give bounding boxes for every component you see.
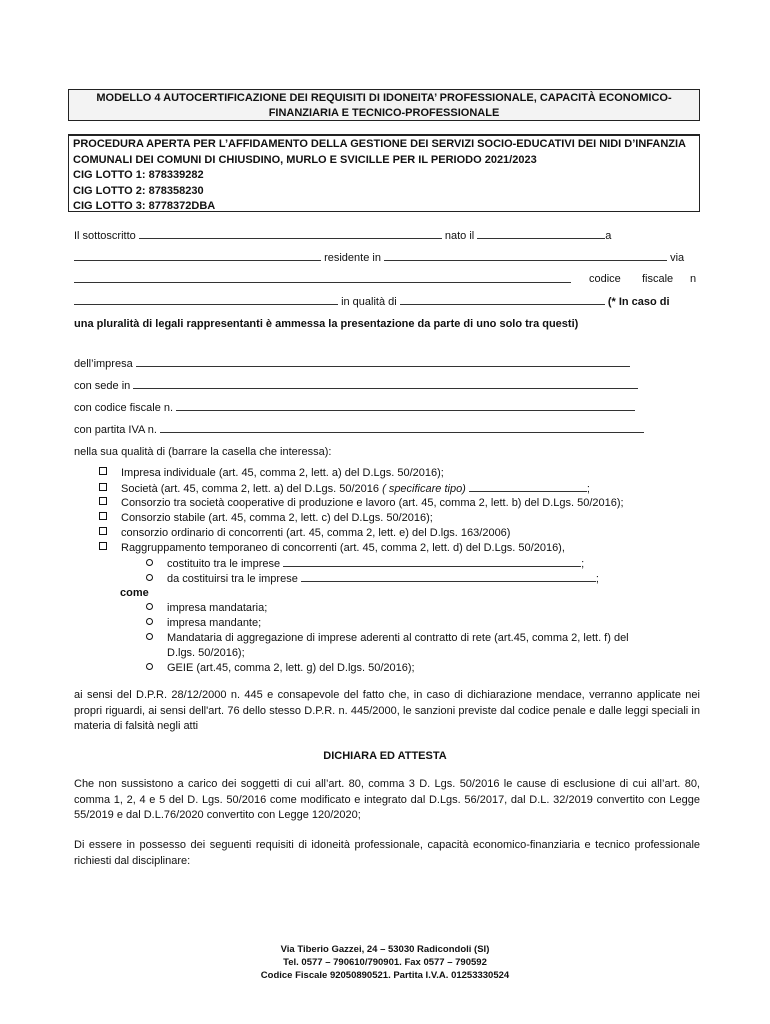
come-item-label: impresa mandataria; (167, 602, 268, 614)
option-label: Impresa individuale (art. 45, comma 2, lett. a) del D.Lgs. 50/2016); (121, 467, 444, 479)
option-societa: Società (art. 45, comma 2, lett. a) del D.Lgs. 50/2016 ( specificare tipo) ; (99, 481, 590, 496)
checkbox[interactable] (99, 483, 107, 491)
partita-iva-label: con partita IVA n. (74, 424, 157, 436)
checkbox[interactable] (99, 497, 107, 505)
footer (0, 943, 770, 982)
codice-fiscale-n-label: con codice fiscale n. (74, 402, 174, 414)
come-mandante (146, 616, 261, 630)
procedure-line-1: PROCEDURA APERTA PER L’AFFIDAMENTO DELLA GESTIONE DEI SERVIZI SOCIO-EDUCATIVI DEI NIDI D’INFANZIA (73, 138, 686, 150)
in-qualita-label: in qualità di (341, 296, 397, 308)
checkbox[interactable] (99, 527, 107, 535)
come-geie (146, 661, 415, 675)
come-label: come (120, 587, 149, 599)
paragraph-requisiti: Di essere in possesso dei seguenti requisiti di idoneità professionale, capacità economico-finanziaria e tecnico professionale richiesti dal disciplinare: (74, 839, 700, 867)
title-line-1: MODELLO 4 AUTOCERTIFICAZIONE DEI REQUISITI DI IDONEITA’ PROFESSIONALE, CAPACITÀ ECONOMICO- (96, 92, 672, 104)
bullet-circle (146, 633, 153, 640)
bullet-circle (146, 618, 153, 625)
bullet-circle (146, 603, 153, 610)
procedure-box (68, 134, 700, 212)
rtc-costituito-field[interactable] (283, 556, 581, 567)
impresa-label: dell’impresa (74, 358, 133, 370)
sensi-paragraph: ai sensi del D.P.R. 28/12/2000 n. 445 e consapevole del fatto che, in caso di dichiarazione mendace, verranno applicate nei propri riguardi, ai sensi dell'art. 76 dello stesso D.P.R. n. 445/2000, le sanzioni previste dal codice penale e dalle leggi speciali in materia di falsità negli atti (74, 689, 700, 732)
title-box (68, 89, 700, 121)
n-label: n (690, 273, 697, 285)
specificare-tipo-field[interactable] (469, 481, 587, 492)
impresa-row (74, 356, 630, 371)
codice-fiscale-impresa-field[interactable] (176, 400, 635, 411)
partita-iva-row (74, 422, 644, 437)
fiscale-label: fiscale (642, 273, 674, 285)
via-label: via (670, 252, 685, 264)
qualita-row (74, 294, 670, 309)
cig-lotto-3: CIG LOTTO 3: 8778372DBA (73, 200, 216, 212)
sede-field[interactable] (133, 378, 638, 389)
come-mandataria (146, 601, 267, 615)
rtc-da-costituirsi: da costituirsi tra le imprese ; (146, 571, 599, 586)
sede-label: con sede in (74, 380, 131, 392)
dichiara-heading: DICHIARA ED ATTESTA (323, 750, 447, 762)
residente-field[interactable] (384, 250, 667, 261)
checkbox[interactable] (99, 542, 107, 550)
option-impresa-individuale (99, 466, 444, 480)
footer-codice-fiscale: Codice Fiscale 92050890521. Partita I.V.A. 01253330524 (260, 970, 510, 981)
bullet-circle (146, 663, 153, 670)
option-raggruppamento (99, 541, 565, 555)
cig-lotto-1: CIG LOTTO 1: 878339282 (73, 169, 204, 181)
paragraph-cause-esclusione: Che non sussistono a carico dei soggetti di cui all’art. 80, comma 3 D. Lgs. 50/2016 le cause di esclusione di cui all’art. 80, comma 1, 2, 4 e 5 del D. Lgs. 50/2016 come modificato e integrato dal D.Lgs. 56/2017, dal D.L. 32/2019 convertito con Legge 55/2019 e dal D.L.76/2020 convertito con Legge 120/2020; (74, 778, 700, 821)
specificare-tipo: ( specificare tipo) (382, 483, 466, 495)
codice-label: codice (589, 273, 621, 285)
partita-iva-field[interactable] (160, 422, 644, 433)
indirizzo-field[interactable] (74, 272, 571, 283)
rtc-costituito: costituito tra le imprese ; (146, 556, 584, 571)
procedure-line-2: COMUNALI DEI COMUNI DI CHIUSDINO, MURLO E SVICILLE PER IL PERIODO 2021/2023 (73, 153, 537, 166)
luogo-nascita-field[interactable] (74, 250, 321, 261)
a-label: a (605, 230, 612, 242)
come-item-label: impresa mandante; (167, 617, 262, 629)
option-consorzio-stabile (99, 511, 433, 525)
option-consorzio-ordinario (99, 526, 510, 540)
codice-fiscale-field[interactable] (74, 294, 338, 305)
sede-row (74, 378, 638, 393)
option-label: Raggruppamento temporaneo di concorrenti (art. 45, comma 2, lett. d) del D.Lgs. 50/2016), (121, 542, 565, 554)
codice-fiscale-row (74, 272, 696, 287)
qualita-intro: nella sua qualità di (barrare la casella che interessa): (74, 446, 332, 458)
impresa-field[interactable] (136, 356, 630, 367)
rtc-da-costituirsi-label: da costituirsi tra le imprese (167, 573, 298, 585)
in-qualita-field[interactable] (400, 294, 605, 305)
option-label: Società (art. 45, comma 2, lett. a) del D.Lgs. 50/2016 (121, 483, 380, 495)
caso-note: (* In caso di (607, 296, 670, 308)
checkbox[interactable] (99, 512, 107, 520)
bullet-circle (146, 574, 153, 581)
nato-il-label: nato il (444, 230, 475, 242)
rtc-costituito-label: costituito tra le imprese (167, 558, 281, 570)
sottoscritto-label: Il sottoscritto (74, 230, 136, 242)
option-label: Consorzio tra società cooperative di produzione e lavoro (art. 45, comma 2, lett. b) del D.Lgs. 50/2016); (121, 497, 624, 509)
rtc-da-costituirsi-field[interactable] (301, 571, 596, 582)
sottoscritto-field[interactable] (139, 228, 442, 239)
footer-phone: Tel. 0577 – 790610/790901. Fax 0577 – 790592 (283, 957, 487, 968)
nato-il-field[interactable] (477, 228, 605, 239)
checkbox[interactable] (99, 467, 107, 475)
option-label: consorzio ordinario di concorrenti (art. 45, comma 2, lett. e) del D.lgs. 163/2006) (121, 527, 511, 539)
come-aggregazione (146, 631, 629, 645)
come-item-label: Mandataria di aggregazione di imprese aderenti al contratto di rete (art.45, comma 2, lett. f) del (167, 632, 629, 644)
sottoscritto-row (74, 228, 611, 243)
come-aggregazione-cont: D.lgs. 50/2016); (167, 647, 245, 659)
title-line-2: FINANZIARIA E TECNICO-PROFESSIONALE (268, 107, 500, 119)
codice-fiscale-impresa-row (74, 400, 635, 415)
option-label: Consorzio stabile (art. 45, comma 2, lett. c) del D.Lgs. 50/2016); (121, 512, 433, 524)
bullet-circle (146, 559, 153, 566)
residente-label: residente in (324, 252, 381, 264)
come-item-label: GEIE (art.45, comma 2, lett. g) del D.lgs. 50/2016); (167, 662, 415, 674)
option-consorzio-cooperative (99, 496, 624, 510)
footer-address: Via Tiberio Gazzei, 24 – 53030 Radicondoli (SI) (280, 944, 490, 955)
cig-lotto-2: CIG LOTTO 2: 878358230 (73, 184, 204, 197)
plurality-note: una pluralità di legali rappresentanti è ammessa la presentazione da parte di uno solo tra questi) (74, 318, 579, 330)
residente-row (74, 250, 684, 265)
